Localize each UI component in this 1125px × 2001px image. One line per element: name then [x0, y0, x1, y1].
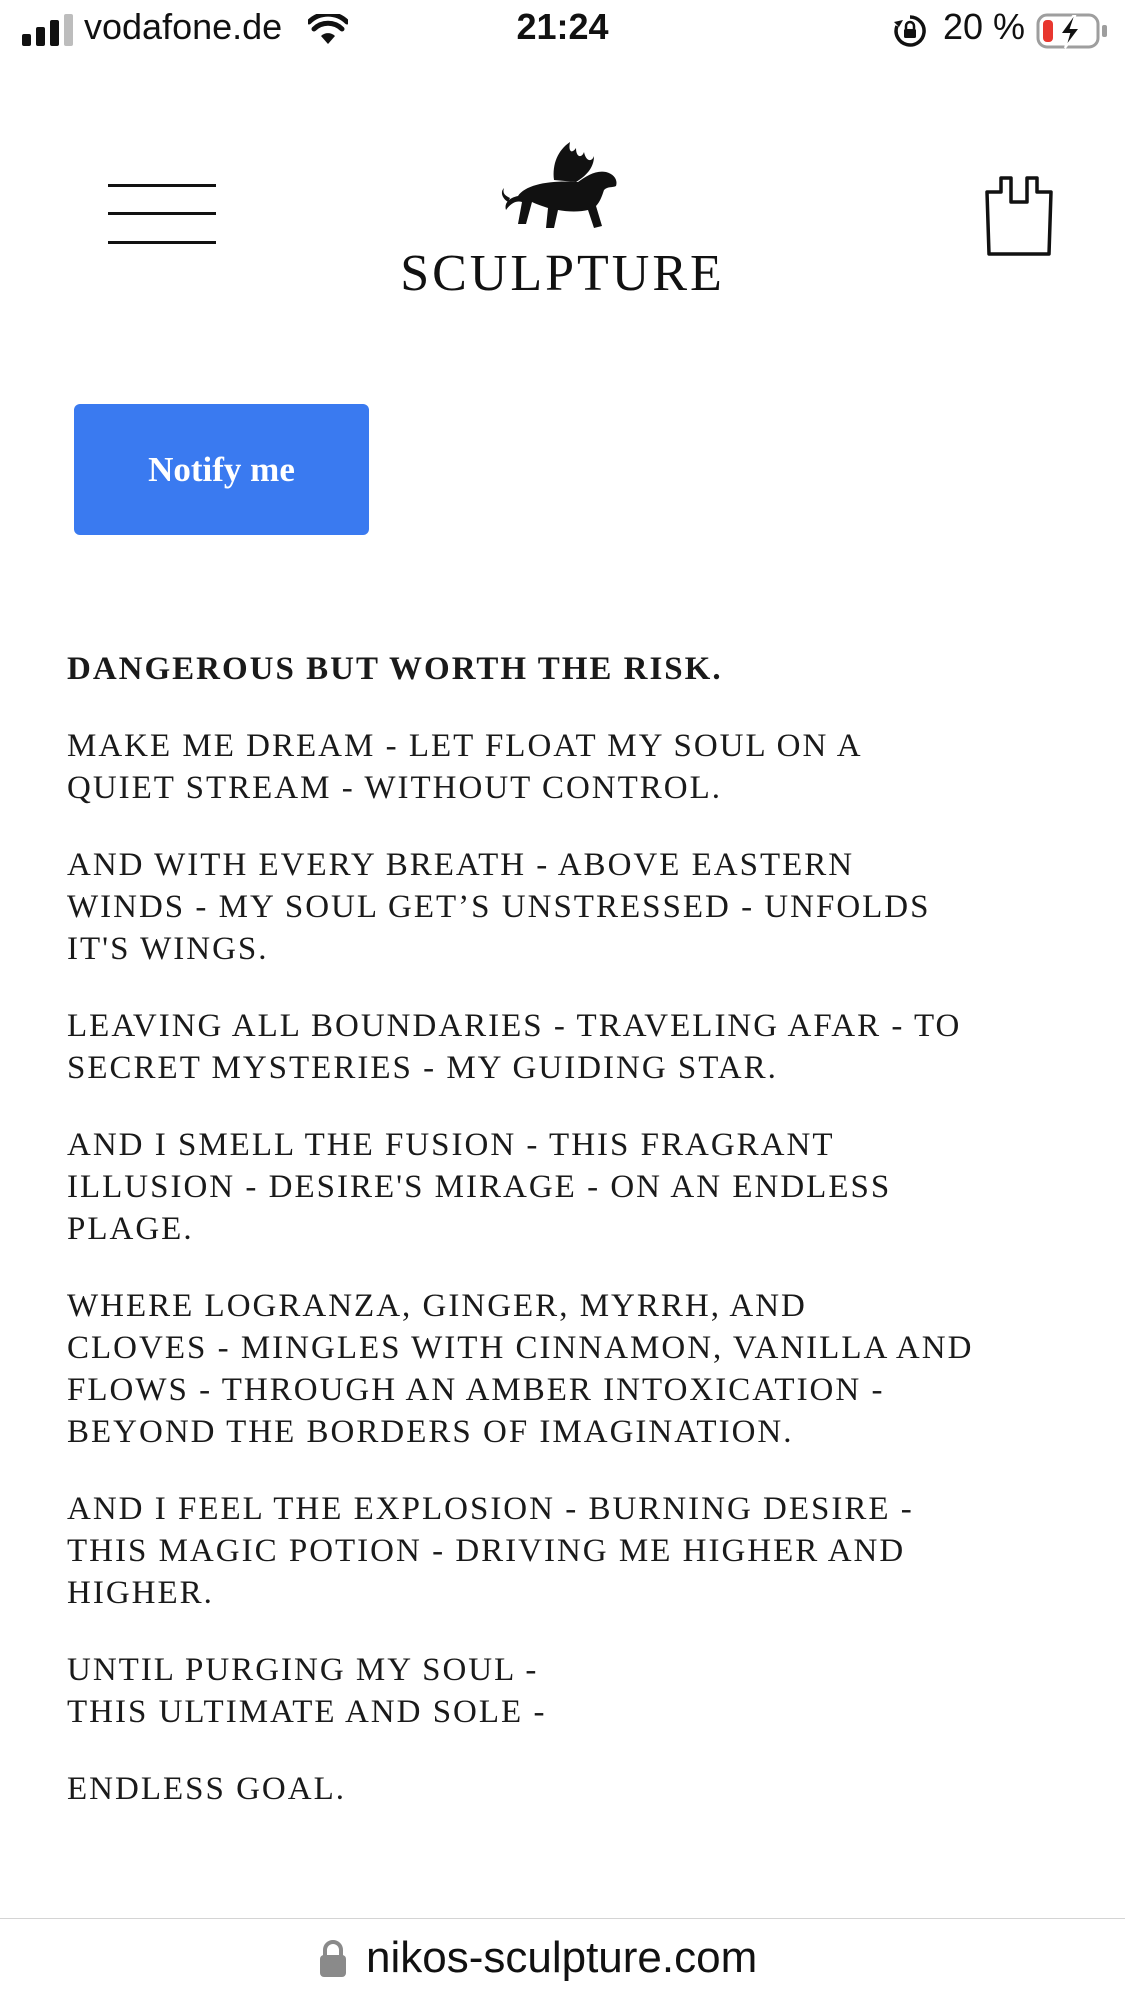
brand-name: SCULPTURE — [400, 245, 725, 302]
status-bar — [0, 0, 1125, 62]
poem-stanza: ENDLESS GOAL. — [67, 1771, 346, 1807]
notify-me-button[interactable]: Notify me — [74, 404, 369, 535]
battery-charging-icon — [1036, 12, 1108, 50]
poem-stanza: AND I SMELL THE FUSION - THIS FRAGRANT ILLUSION - DESIRE'S MIRAGE - ON AN ENDLESS PLAGE. — [67, 1127, 892, 1247]
browser-url-bar[interactable] — [0, 1919, 1125, 2001]
winged-lion-logo-icon — [496, 140, 626, 236]
shopping-bag-icon[interactable] — [983, 172, 1055, 256]
poem-stanza: AND WITH EVERY BREATH - ABOVE EASTERN WINDS - MY SOUL GET’S UNSTRESSED - UNFOLDS IT'S WINGS. — [67, 847, 931, 967]
product-description — [67, 648, 1077, 1845]
poem-stanza: WHERE LOGRANZA, GINGER, MYRRH, AND CLOVES - MINGLES WITH CINNAMON, VANILLA AND FLOWS - THROUGH AN AMBER INTOXICATION - BEYOND THE BORDERS OF IMAGINATION. — [67, 1288, 974, 1450]
poem-stanza: MAKE ME DREAM - LET FLOAT MY SOUL ON A QUIET STREAM - WITHOUT CONTROL. — [67, 728, 863, 806]
url-text[interactable]: nikos-sculpture.com — [366, 1933, 758, 1982]
poem-stanza: LEAVING ALL BOUNDARIES - TRAVELING AFAR - TO SECRET MYSTERIES - MY GUIDING STAR. — [67, 1008, 962, 1086]
carrier-name: vodafone.de — [84, 6, 283, 47]
rotation-lock-icon — [893, 14, 927, 48]
poem-stanza: AND I FEEL THE EXPLOSION - BURNING DESIRE - THIS MAGIC POTION - DRIVING ME HIGHER AND HIGHER. — [67, 1491, 914, 1611]
hamburger-menu-icon[interactable] — [108, 182, 216, 246]
description-headline: DANGEROUS BUT WORTH THE RISK. — [67, 651, 723, 687]
padlock-icon — [318, 1939, 348, 1979]
clock: 21:24 — [516, 6, 609, 47]
battery-percentage: 20 % — [943, 6, 1026, 47]
brand-logo[interactable] — [400, 140, 725, 305]
poem-stanza: UNTIL PURGING MY SOUL - THIS ULTIMATE AND SOLE - — [67, 1652, 547, 1730]
